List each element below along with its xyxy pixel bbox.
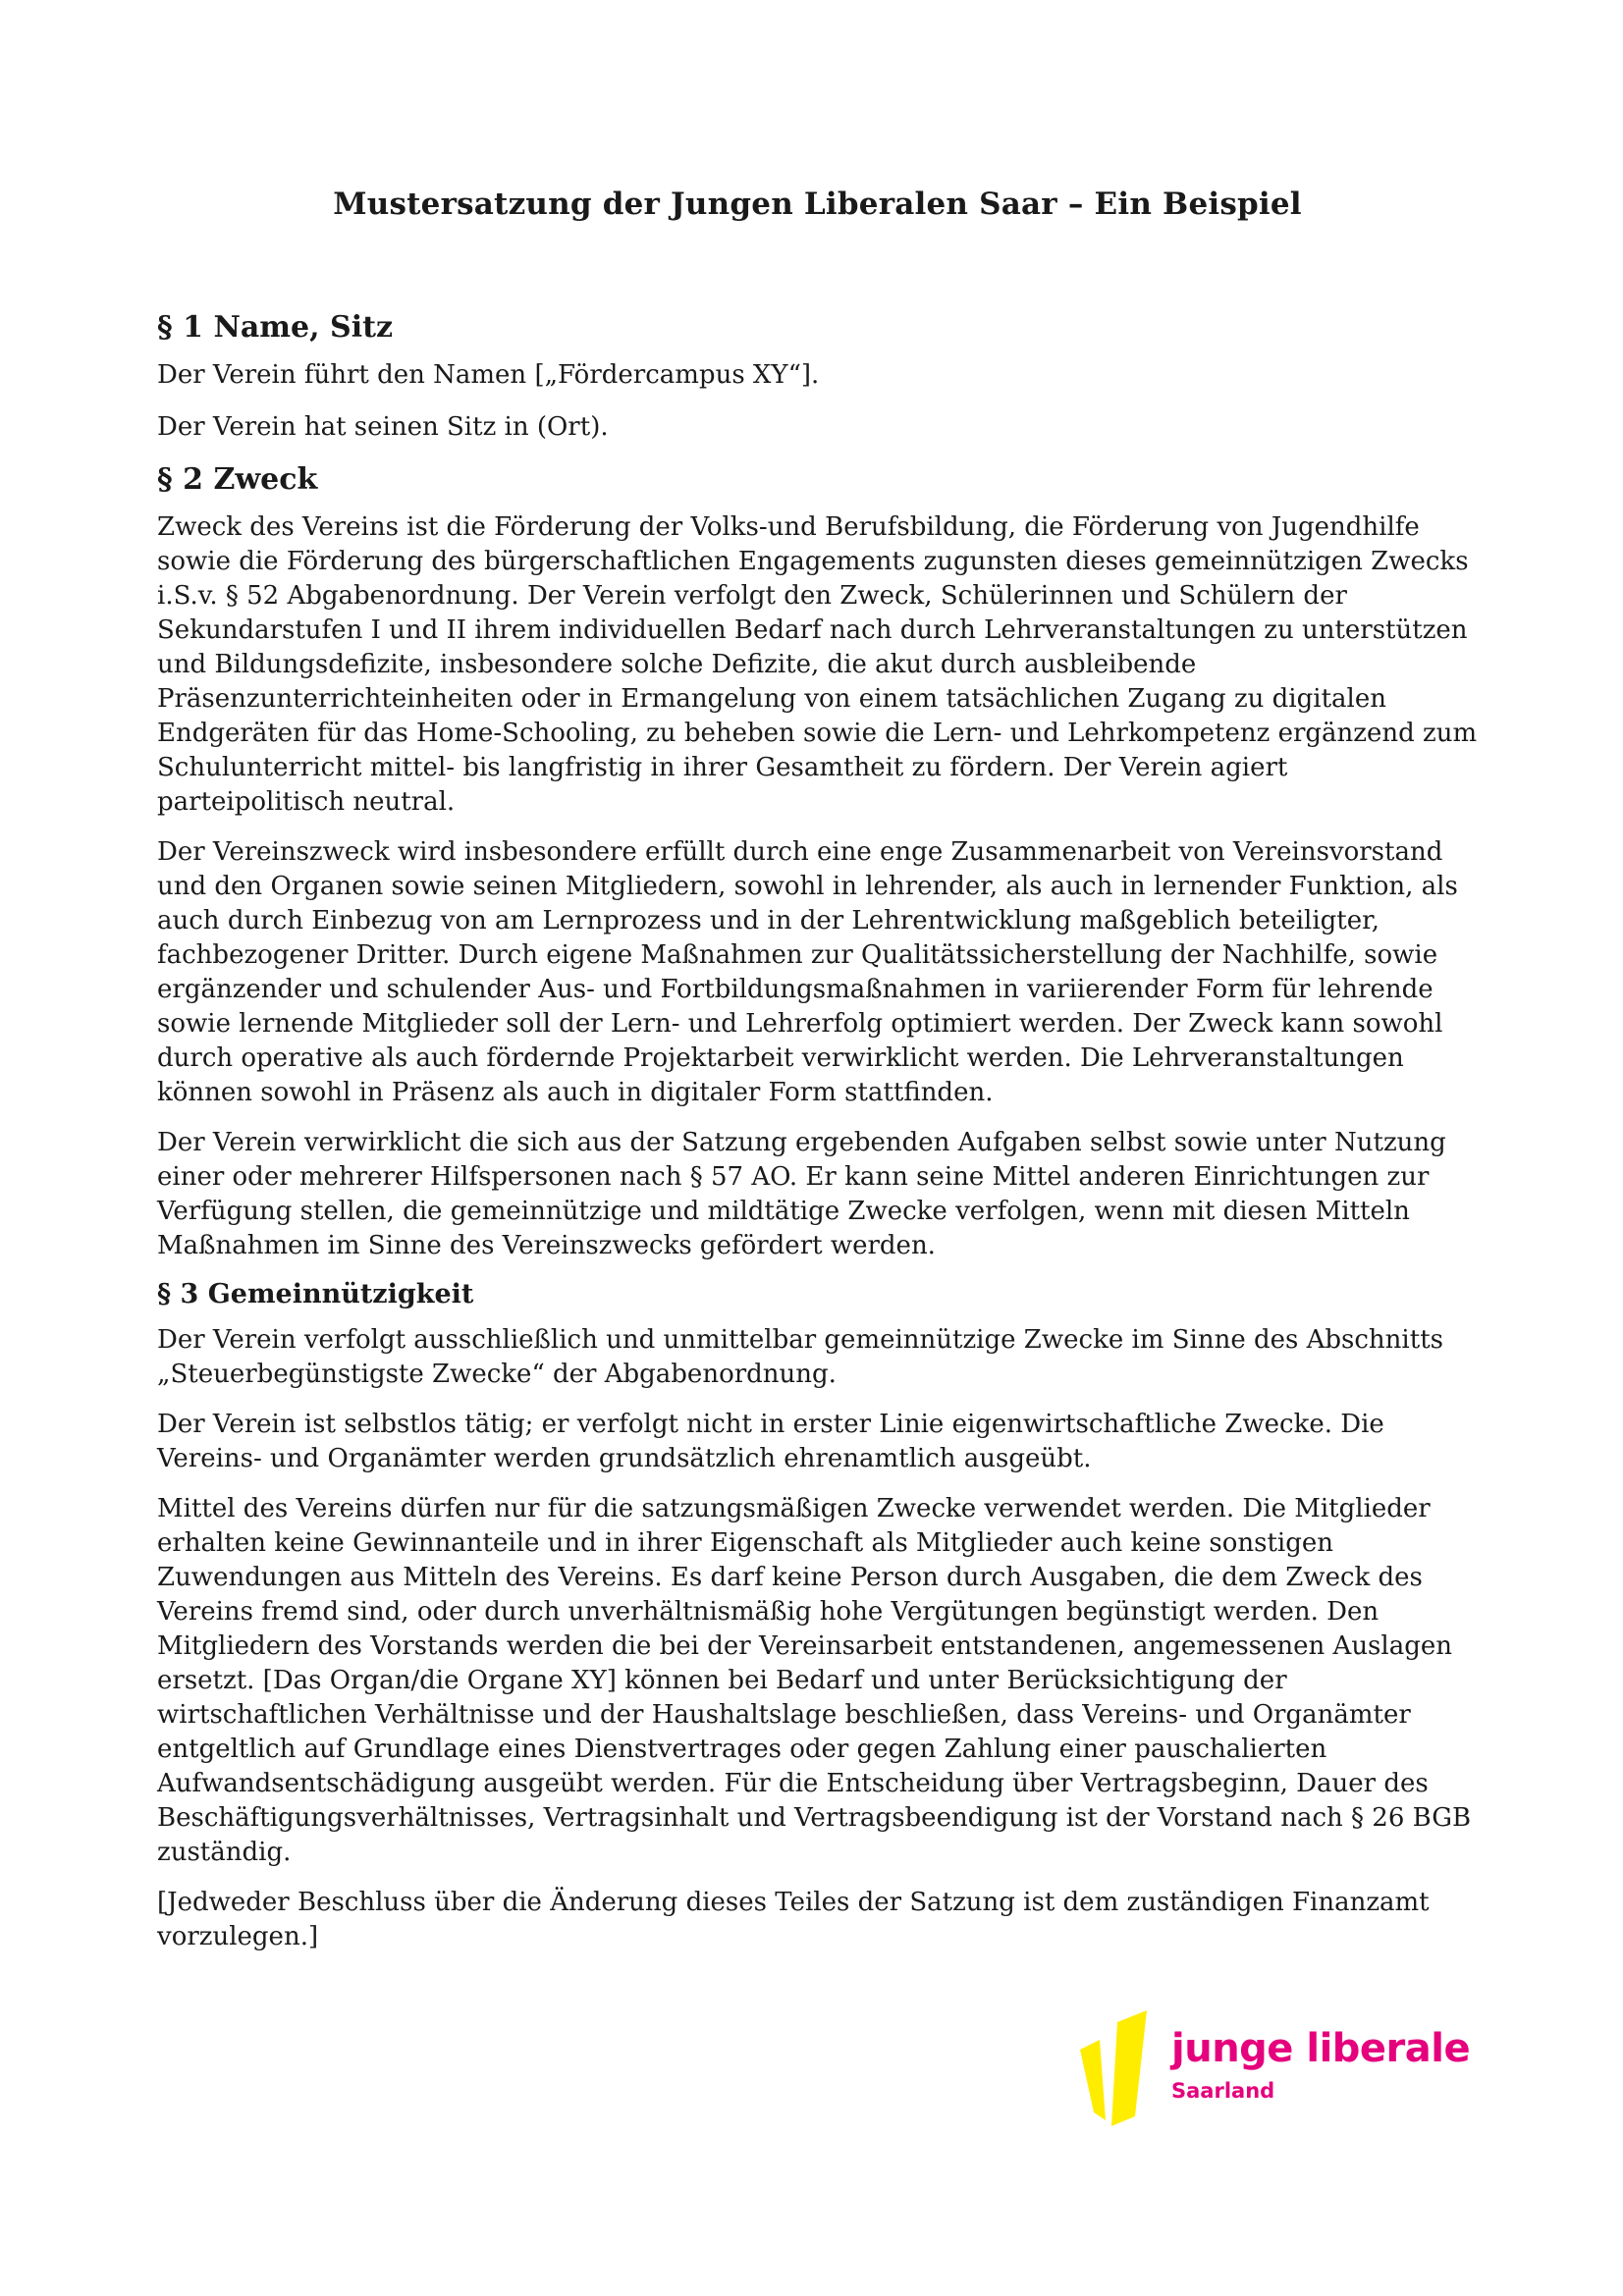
paragraph: Mittel des Vereins dürfen nur für die satzungsmäßigen Zwecke verwendet werden. Die Mitglieder erhalten keine Gewinnanteile und in ihrer Eigenschaft als Mitglieder auch keine sonstigen Zuwendungen aus Mitteln des Vereins. Es darf keine Person durch Ausgaben, die dem Zweck des Vereins fremd sind, oder durch unverhältnismäßig hohe Vergütungen begünstigt werden. Den Mitgliedern des Vorstands werden die bei der Vereinsarbeit entstandenen, angemessenen Auslagen ersetzt. [Das Organ/die Organe XY] können bei Bedarf und unter Berücksichtigung der wirtschaftlichen Verhältnisse und der Haushaltslage beschließen, dass Vereins- und Organämter entgeltlich auf Grundlage eines Dienstvertrages oder gegen Zahlung einer pauschalierten Aufwandsentschädigung ausgeübt werden. Für die Entscheidung über Vertragsbeginn, Dauer des Beschäftigungsverhältnisses, Vertragsinhalt und Vertragsbeendigung ist der Vorstand nach § 26 BGB zuständig. — [157, 1494, 1472, 1867]
logo-wordmark: junge liberale — [1171, 2026, 1471, 2071]
paragraph: Der Vereinszweck wird insbesondere erfüllt durch eine enge Zusammenarbeit von Vereinsvorstand und den Organen sowie seinen Mitgliedern, sowohl in lehrender, als auch in lernender Funktion, als auch durch Einbezug von am Lernprozess und in der Lehrentwicklung maßgeblich beteiligter, fachbezogener Dritter. Durch eigene Maßnahmen zur Qualitätssicherstellung der Nachhilfe, sowie ergänzender und schulender Aus- und Fortbildungsmaßnahmen in variierender Form für lehrende sowie lernende Mitglieder soll der Lern- und Lehrerfolg optimiert werden. Der Zweck kann sowohl durch operative als auch fördernde Projektarbeit verwirklicht werden. Die Lehrveranstaltungen können sowohl in Präsenz als auch in digitaler Form stattfinden. — [157, 837, 1458, 1107]
section-3 — [157, 1279, 1478, 1954]
paragraph: Der Verein verfolgt ausschließlich und unmittelbar gemeinnützige Zwecke im Sinne des Abschnitts „Steuerbegünstigste Zwecke“ der Abgabenordnung. — [157, 1325, 1443, 1389]
paragraph: Der Verein hat seinen Sitz in (Ort). — [157, 412, 609, 442]
section-heading: § 1 Name, Sitz — [157, 310, 393, 345]
logo-mark-icon — [1078, 2010, 1166, 2138]
document-page — [157, 177, 1478, 1970]
paragraph: Der Verein verwirklicht die sich aus der Satzung ergebenden Aufgaben selbst sowie unter Nutzung einer oder mehrerer Hilfspersonen nach § 57 AO. Er kann seine Mittel anderen Einrichtungen zur Verfügung stellen, die gemeinnützige und mildtätige Zwecke verfolgen, wenn mit diesen Mitteln Maßnahmen im Sinne des Vereinszwecks gefördert werden. — [157, 1128, 1446, 1260]
paragraph: [Jedweder Beschluss über die Änderung dieses Teiles der Satzung ist dem zuständigen Finanzamt vorzulegen.] — [157, 1888, 1430, 1951]
document-title: Mustersatzung der Jungen Liberalen Saar – Ein Beispiel — [333, 187, 1302, 222]
logo-region: Saarland — [1171, 2079, 1275, 2103]
section-heading: § 3 Gemeinnützigkeit — [157, 1279, 474, 1309]
section-1 — [157, 310, 1478, 445]
section-2 — [157, 462, 1478, 1263]
logo-mark-left — [1080, 2040, 1106, 2120]
paragraph: Zweck des Vereins ist die Förderung der Volks-und Berufsbildung, die Förderung von Jugendhilfe sowie die Förderung des bürgerschaftlichen Engagements zugunsten dieses gemeinnützigen Zwecks i.S.v. § 52 Abgabenordnung. Der Verein verfolgt den Zweck, Schülerinnen und Schülern der Sekundarstufen I und II ihrem individuellen Bedarf nach durch Lehrveranstaltungen zu unterstützen und Bildungsdefizite, insbesondere solche Defizite, die akut durch ausbleibende Präsenzunterrichteinheiten oder in Ermangelung von einem tatsächlichen Zugang zu digitalen Endgeräten für das Home-Schooling, zu beheben sowie die Lern- und Lehrkompetenz ergänzend zum Schulunterricht mittel- bis langfristig in ihrer Gesamtheit zu fördern. Der Verein agiert parteipolitisch neutral. — [157, 512, 1478, 817]
junge-liberale-logo — [1078, 2010, 1490, 2138]
paragraph: Der Verein führt den Namen [„Fördercampus XY“]. — [157, 360, 820, 390]
paragraph: Der Verein ist selbstlos tätig; er verfolgt nicht in erster Linie eigenwirtschaftliche Zwecke. Die Vereins- und Organämter werden grundsätzlich ehrenamtlich ausgeübt. — [157, 1410, 1384, 1473]
logo-mark-right — [1111, 2010, 1147, 2126]
section-heading: § 2 Zweck — [157, 462, 318, 497]
